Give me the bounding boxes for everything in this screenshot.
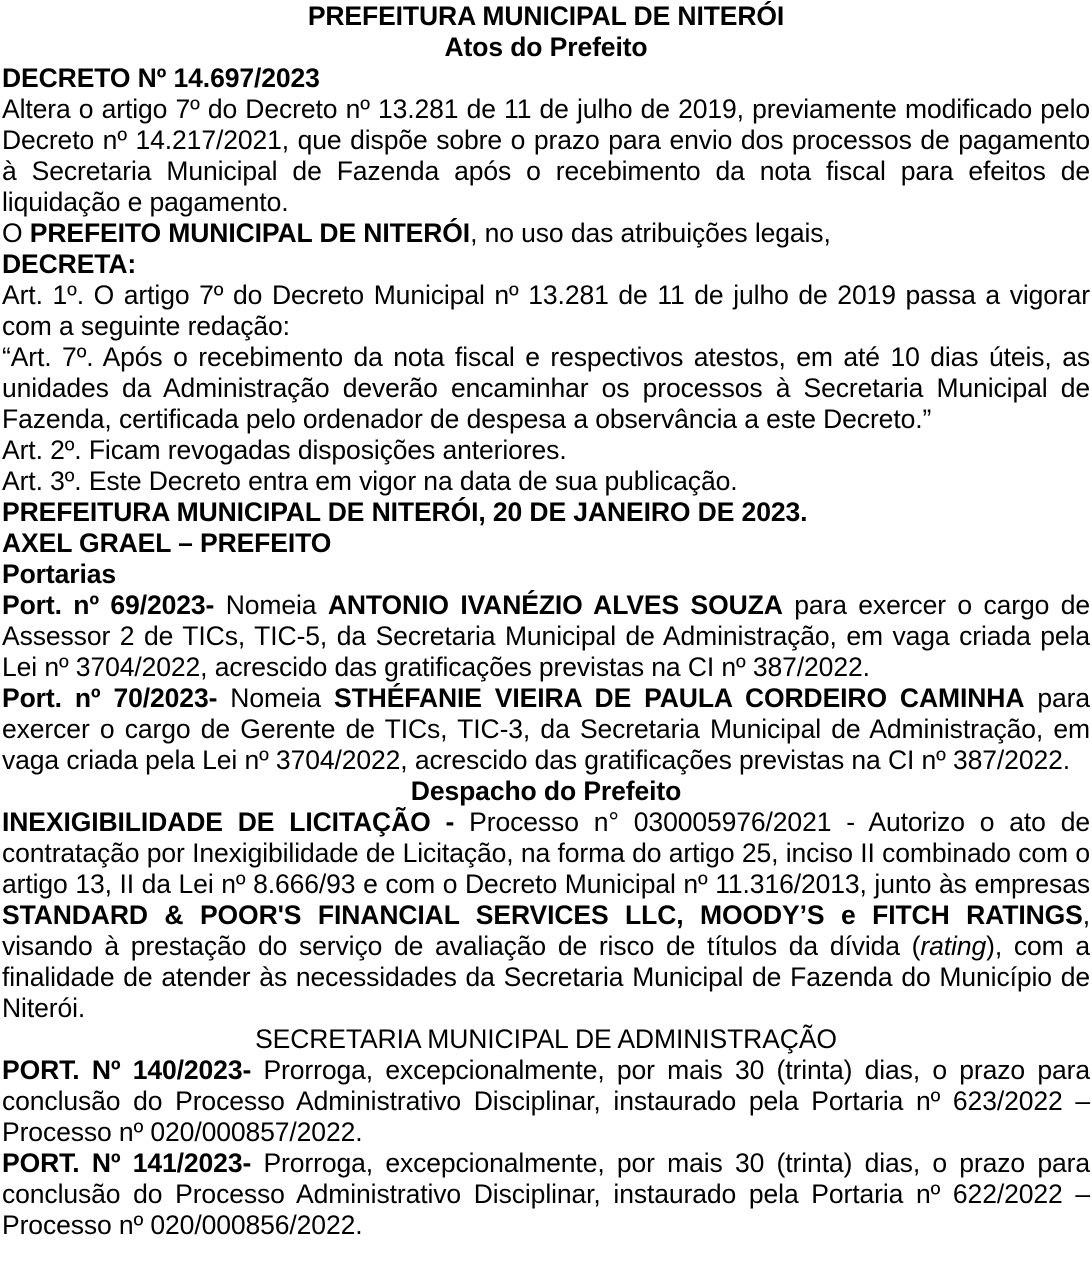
- despacho-italic: rating: [920, 931, 987, 961]
- sma-portaria-item: [2, 1055, 1090, 1148]
- portaria-verb: Nomeia: [217, 683, 334, 713]
- decreta-label: DECRETA:: [2, 249, 137, 279]
- sma-portaria-text: Prorroga, excepcionalmente, por mais 30 (trinta) dias, o prazo para conclusão do Processo Administrativo Disciplinar, instaurado pela Portaria nº 622/2022 – Processo nº 020/000856/2022.: [2, 1148, 1090, 1240]
- portarias-heading: Portarias: [2, 559, 116, 589]
- decreto-signature: AXEL GRAEL – PREFEITO: [2, 528, 332, 558]
- portaria-number: Port. nº 69/2023-: [2, 590, 215, 620]
- decreto-heading: DECRETO Nº 14.697/2023: [2, 63, 320, 93]
- portaria-item: [2, 590, 1090, 683]
- portaria-text: para exercer o cargo de Assessor 2 de TICs, TIC-5, da Secretaria Municipal de Administração, em vaga criada pela Lei nº 3704/2022, acrescido das gratificações previstas na CI nº 387/2022.: [2, 590, 1090, 682]
- header-title: PREFEITURA MUNICIPAL DE NITERÓI: [307, 1, 785, 31]
- sma-portaria-number: PORT. Nº 140/2023-: [2, 1055, 252, 1085]
- despacho-body: [2, 807, 1090, 1024]
- sma-heading: [2, 1024, 1090, 1055]
- preamble-start: O: [2, 218, 30, 248]
- decreto-date-line: PREFEITURA MUNICIPAL DE NITERÓI, 20 DE JANEIRO DE 2023.: [2, 497, 808, 527]
- article-3: Art. 3º. Este Decreto entra em vigor na data de sua publicação.: [2, 466, 738, 496]
- despacho-heading: Despacho do Prefeito: [410, 776, 682, 806]
- sma-portaria-item: [2, 1148, 1090, 1241]
- decreto-ementa: Altera o artigo 7º do Decreto nº 13.281 de 11 de julho de 2019, previamente modificado pelo Decreto nº 14.217/2021, que dispõe sobre o prazo para envio dos processos de pagamento à Secretaria Municipal de Fazenda após o recebimento da nota fiscal para efeitos de liquidação e pagamento.: [2, 94, 1090, 217]
- portaria-name: STHÉFANIE VIEIRA DE PAULA CORDEIRO CAMINHA: [334, 683, 1025, 713]
- article-1: Art. 1º. O artigo 7º do Decreto Municipal nº 13.281 de 11 de julho de 2019 passa a vigorar com a seguinte redação:: [2, 280, 1090, 341]
- decreto-preamble: [2, 218, 1090, 249]
- despacho-text-3: ), com a finalidade de atender às necessidades da Secretaria Municipal de Fazenda do Município de Niterói.: [2, 931, 1090, 1023]
- portaria-name: ANTONIO IVANÉZIO ALVES SOUZA: [327, 590, 783, 620]
- header-subtitle: Atos do Prefeito: [444, 32, 648, 62]
- portaria-number: Port. nº 70/2023-: [2, 683, 218, 713]
- despacho-text-1: Processo n° 030005976/2021 - Autorizo o ato de contratação por Inexigibilidade de Licitação, na forma do artigo 25, inciso II combinado com o artigo 13, II da Lei nº 8.666/93 e com o Decreto Municipal nº 11.316/2013, junto às empresas: [2, 807, 1090, 899]
- portaria-text: para exercer o cargo de Gerente de TICs, TIC-3, da Secretaria Municipal de Administração, em vaga criada pela Lei nº 3704/2022, acrescido das gratificações previstas na CI nº 387/2022.: [2, 683, 1090, 775]
- preamble-bold: PREFEITO MUNICIPAL DE NITERÓI: [29, 218, 471, 248]
- article-7-quote: “Art. 7º. Após o recebimento da nota fiscal e respectivos atestos, em até 10 dias úteis, as unidades da Administração deverão encaminhar os processos à Secretaria Municipal de Fazenda, certificada pelo ordenador de despesa a observância a este Decreto.”: [2, 342, 1090, 434]
- portaria-item: [2, 683, 1090, 776]
- despacho-label: INEXIGIBILIDADE DE LICITAÇÃO -: [2, 807, 455, 837]
- document-page: [0, 1, 1092, 1279]
- preamble-end: , no uso das atribuições legais,: [470, 218, 831, 248]
- despacho-text-2: , visando à prestação do serviço de avaliação de risco de títulos da dívida (: [2, 900, 1090, 961]
- sma-portaria-number: PORT. Nº 141/2023-: [2, 1148, 252, 1178]
- article-2: Art. 2º. Ficam revogadas disposições anteriores.: [2, 435, 567, 465]
- sma-portaria-text: Prorroga, excepcionalmente, por mais 30 (trinta) dias, o prazo para conclusão do Processo Administrativo Disciplinar, instaurado pela Portaria nº 623/2022 – Processo nº 020/000857/2022.: [2, 1055, 1090, 1147]
- portaria-verb: Nomeia: [214, 590, 328, 620]
- sma-heading-text: SECRETARIA MUNICIPAL DE ADMINISTRAÇÃO: [255, 1024, 837, 1054]
- despacho-companies: STANDARD & POOR'S FINANCIAL SERVICES LLC, MOODY’S e FITCH RATINGS: [2, 900, 1083, 930]
